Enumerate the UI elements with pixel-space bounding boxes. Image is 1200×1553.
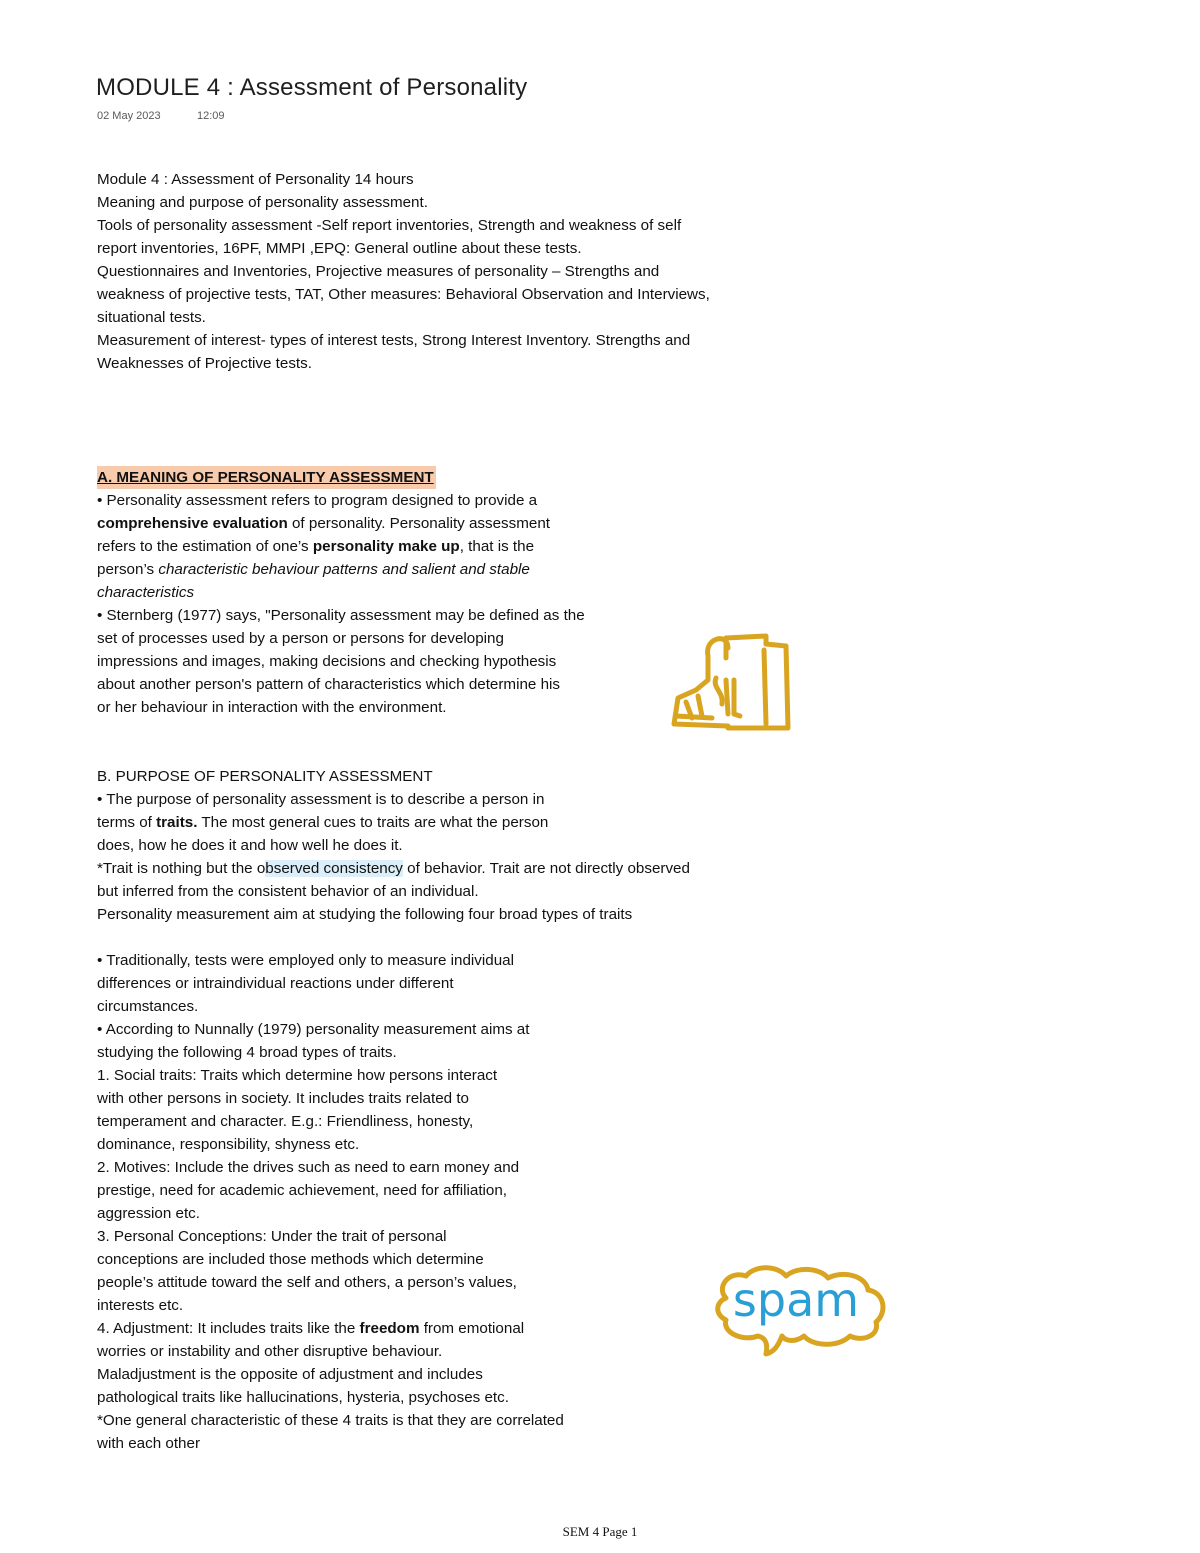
section-b-line: Personality measurement aim at studying the following four broad types of traits: [97, 906, 633, 923]
section-a-line: [97, 535, 585, 558]
section-b-line: aggression etc.: [97, 1205, 200, 1222]
section-b-line: [97, 857, 690, 880]
section-a-line: or her behaviour in interaction with the environment.: [97, 699, 447, 716]
section-b-line: 3. Personal Conceptions: Under the trait of personal: [97, 1228, 447, 1245]
text-span: terms of: [97, 814, 157, 831]
highlighted-text: bserved consistency: [265, 860, 403, 877]
text-span: The most general cues to traits are what the person: [197, 814, 549, 831]
syllabus-line: Questionnaires and Inventories, Projective measures of personality – Strengths and: [97, 263, 660, 280]
syllabus-line: situational tests.: [97, 309, 206, 326]
section-b-line: but inferred from the consistent behavior of an individual.: [97, 883, 479, 900]
section-a-line: impressions and images, making decisions and checking hypothesis: [97, 653, 557, 670]
text-span: from emotional: [419, 1320, 525, 1337]
section-a-heading: A. MEANING OF PERSONALITY ASSESSMENT: [97, 466, 436, 489]
syllabus-line: Weaknesses of Projective tests.: [97, 355, 312, 372]
syllabus-line: report inventories, 16PF, MMPI ,EPQ: General outline about these tests.: [97, 240, 582, 257]
spam-sticker: [712, 1262, 890, 1358]
section-b-line: differences or intraindividual reactions under different: [97, 975, 454, 992]
section-a-line: • Personality assessment refers to program designed to provide a: [97, 492, 538, 509]
section-a-line: set of processes used by a person or persons for developing: [97, 630, 504, 647]
italic-text: characteristics: [97, 584, 195, 601]
section-b-line: [97, 1317, 690, 1340]
section-b-line: circumstances.: [97, 998, 199, 1015]
section-b-line: people’s attitude toward the self and others, a person’s values,: [97, 1274, 517, 1291]
text-span: of personality. Personality assessment: [287, 515, 551, 532]
section-b-heading: B. PURPOSE OF PERSONALITY ASSESSMENT: [97, 768, 433, 785]
section-b-line: • The purpose of personality assessment is to describe a person in: [97, 791, 545, 808]
section-a: [97, 466, 585, 719]
syllabus-line: Meaning and purpose of personality assessment.: [97, 194, 428, 211]
section-b-line: *One general characteristic of these 4 traits is that they are correlated: [97, 1412, 564, 1429]
spam-sticker-text: spam: [732, 1273, 860, 1327]
section-b-line: prestige, need for academic achievement, need for affiliation,: [97, 1182, 508, 1199]
section-b-line: with other persons in society. It includes traits related to: [97, 1090, 469, 1107]
section-b-line: with each other: [97, 1435, 200, 1452]
section-b-line: conceptions are included those methods which determine: [97, 1251, 484, 1268]
blank-line: [97, 926, 690, 949]
bold-text: traits.: [156, 814, 198, 831]
italic-text: characteristic behaviour patterns and salient and stable: [158, 561, 530, 578]
gold-doodle-sticker: [668, 628, 794, 736]
syllabus-line: Measurement of interest- types of interest tests, Strong Interest Inventory. Strengths and: [97, 332, 691, 349]
section-b-line: worries or instability and other disruptive behaviour.: [97, 1343, 443, 1360]
section-b-line: • According to Nunnally (1979) personality measurement aims at: [97, 1021, 530, 1038]
bold-text: comprehensive evaluation: [97, 515, 288, 532]
page-time: 12:09: [197, 110, 225, 122]
section-b-line: 2. Motives: Include the drives such as need to earn money and: [97, 1159, 520, 1176]
text-span: , that is the: [459, 538, 535, 555]
page-date: 02 May 2023: [97, 110, 161, 122]
section-b-line: temperament and character. E.g.: Friendliness, honesty,: [97, 1113, 474, 1130]
section-b-line: pathological traits like hallucinations, hysteria, psychoses etc.: [97, 1389, 509, 1406]
section-a-line: • Sternberg (1977) says, "Personality assessment may be defined as the: [97, 607, 585, 624]
section-a-line: [97, 581, 585, 604]
bold-text: freedom: [359, 1320, 420, 1337]
syllabus-line: Tools of personality assessment -Self report inventories, Strength and weakness of self: [97, 217, 682, 234]
section-a-line: [97, 558, 585, 581]
section-b-line: dominance, responsibility, shyness etc.: [97, 1136, 360, 1153]
bold-text: personality make up: [312, 538, 460, 555]
section-a-line: about another person's pattern of characteristics which determine his: [97, 676, 560, 693]
syllabus-block: [97, 168, 710, 375]
text-span: person’s: [97, 561, 159, 578]
page-title: MODULE 4 : Assessment of Personality: [96, 74, 528, 101]
text-span: of behavior. Trait are not directly observed: [402, 860, 690, 877]
section-b-line: studying the following 4 broad types of traits.: [97, 1044, 397, 1061]
section-b-line: interests etc.: [97, 1297, 184, 1314]
section-b-line: does, how he does it and how well he does it.: [97, 837, 403, 854]
section-b-line: [97, 811, 690, 834]
section-b-line: 1. Social traits: Traits which determine how persons interact: [97, 1067, 498, 1084]
text-span: *Trait is nothing but the o: [97, 860, 266, 877]
syllabus-line: weakness of projective tests, TAT, Other measures: Behavioral Observation and Interviews,: [97, 286, 710, 303]
page-footer: SEM 4 Page 1: [562, 1524, 638, 1539]
section-b: [97, 765, 690, 1455]
text-span: 4. Adjustment: It includes traits like the: [97, 1320, 360, 1337]
section-b-line: • Traditionally, tests were employed only to measure individual: [97, 952, 514, 969]
section-b-line: Maladjustment is the opposite of adjustment and includes: [97, 1366, 483, 1383]
syllabus-line: Module 4 : Assessment of Personality 14 hours: [97, 171, 414, 188]
text-span: refers to the estimation of one’s: [97, 538, 313, 555]
section-a-line: [97, 512, 585, 535]
